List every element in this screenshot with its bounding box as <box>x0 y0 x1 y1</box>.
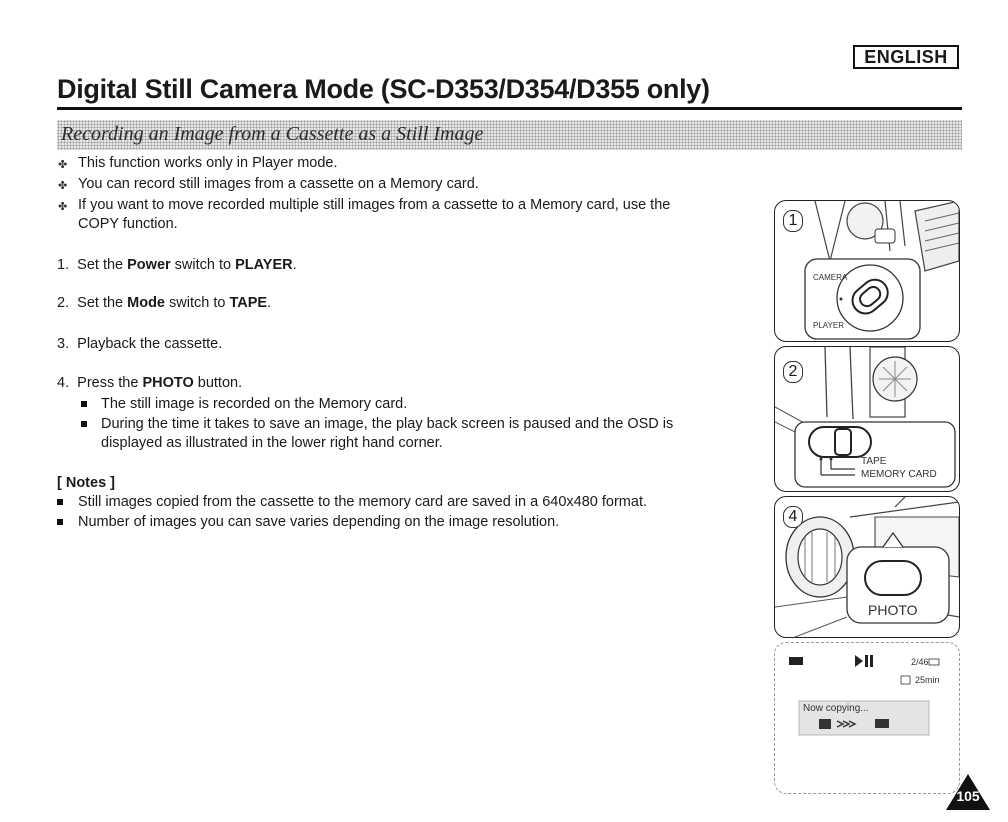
step-keyword: PLAYER <box>235 257 293 273</box>
title-rule <box>57 107 962 110</box>
page-number-badge <box>944 772 992 817</box>
photo-label: PHOTO <box>868 602 918 618</box>
figure-number: 2 <box>783 361 803 383</box>
step-text: . <box>292 257 297 273</box>
step-keyword: Power <box>127 257 171 273</box>
step-text: Set the <box>77 295 128 311</box>
note-item: Number of images you can save varies depending on the image resolution. <box>78 514 560 530</box>
step-text: . <box>267 295 272 311</box>
intro-line: This function works only in Player mode. <box>78 155 338 171</box>
player-label: PLAYER <box>813 321 844 330</box>
step-4 <box>57 374 242 393</box>
figure-mode-switch <box>774 346 960 492</box>
step-4-sub: During the time it takes to save an image, the play back screen is paused and the OSD is <box>101 416 674 432</box>
step-number: 3. <box>57 336 70 352</box>
figure-number: 1 <box>783 210 803 232</box>
figure-photo-button <box>774 496 960 638</box>
intro-line: If you want to move recorded multiple still images from a cassette to a Memory card, use the <box>78 197 671 213</box>
section-banner-text: Recording an Image from a Cassette as a Still Image <box>61 123 484 145</box>
step-1 <box>57 256 297 275</box>
step-3 <box>57 335 222 354</box>
square-bullet-icon <box>81 401 87 407</box>
step-text: switch to <box>165 295 230 311</box>
intro-line: You can record still images from a cassette on a Memory card. <box>78 176 479 192</box>
square-bullet-icon <box>57 499 63 505</box>
step-4-sub: The still image is recorded on the Memory card. <box>101 396 408 412</box>
step-keyword: Mode <box>127 295 165 311</box>
step-2 <box>57 294 271 313</box>
language-badge: ENGLISH <box>853 45 959 69</box>
step-text: switch to <box>170 257 236 273</box>
step-number: 4. <box>57 375 70 391</box>
square-bullet-icon <box>81 421 87 427</box>
section-banner <box>57 120 962 150</box>
figure-number: 4 <box>783 506 803 528</box>
memory-card-label: MEMORY CARD <box>861 469 937 480</box>
bullet-icon: ✤ <box>58 180 68 192</box>
square-bullet-icon <box>57 519 63 525</box>
osd-screen <box>774 642 960 794</box>
step-keyword: PHOTO <box>142 375 194 391</box>
note-item: Still images copied from the cassette to the memory card are saved in a 640x480 format. <box>78 494 647 510</box>
page-title: Digital Still Camera Mode (SC-D353/D354/D355 only) <box>57 74 710 104</box>
osd-illustration <box>775 643 959 793</box>
step-text: Set the <box>77 257 128 273</box>
osd-time: 25min <box>915 675 940 685</box>
bullet-icon: ✤ <box>58 201 68 213</box>
step-number: 1. <box>57 257 70 273</box>
step-text: Playback the cassette. <box>77 336 223 352</box>
page-number: 105 <box>956 788 980 804</box>
step-4-sub: displayed as illustrated in the lower right hand corner. <box>101 435 443 451</box>
step-keyword: TAPE <box>229 295 268 311</box>
tape-label: TAPE <box>861 456 887 467</box>
intro-line: COPY function. <box>78 216 178 232</box>
osd-status: Now copying... <box>803 703 869 714</box>
notes-heading: [ Notes ] <box>57 475 115 491</box>
step-text: button. <box>193 375 243 391</box>
camera-label: CAMERA <box>813 273 848 282</box>
step-text: Press the <box>77 375 143 391</box>
step-number: 2. <box>57 295 70 311</box>
osd-counter: 2/46 <box>911 657 929 667</box>
bullet-icon: ✤ <box>58 159 68 171</box>
figure-power-switch <box>774 200 960 342</box>
